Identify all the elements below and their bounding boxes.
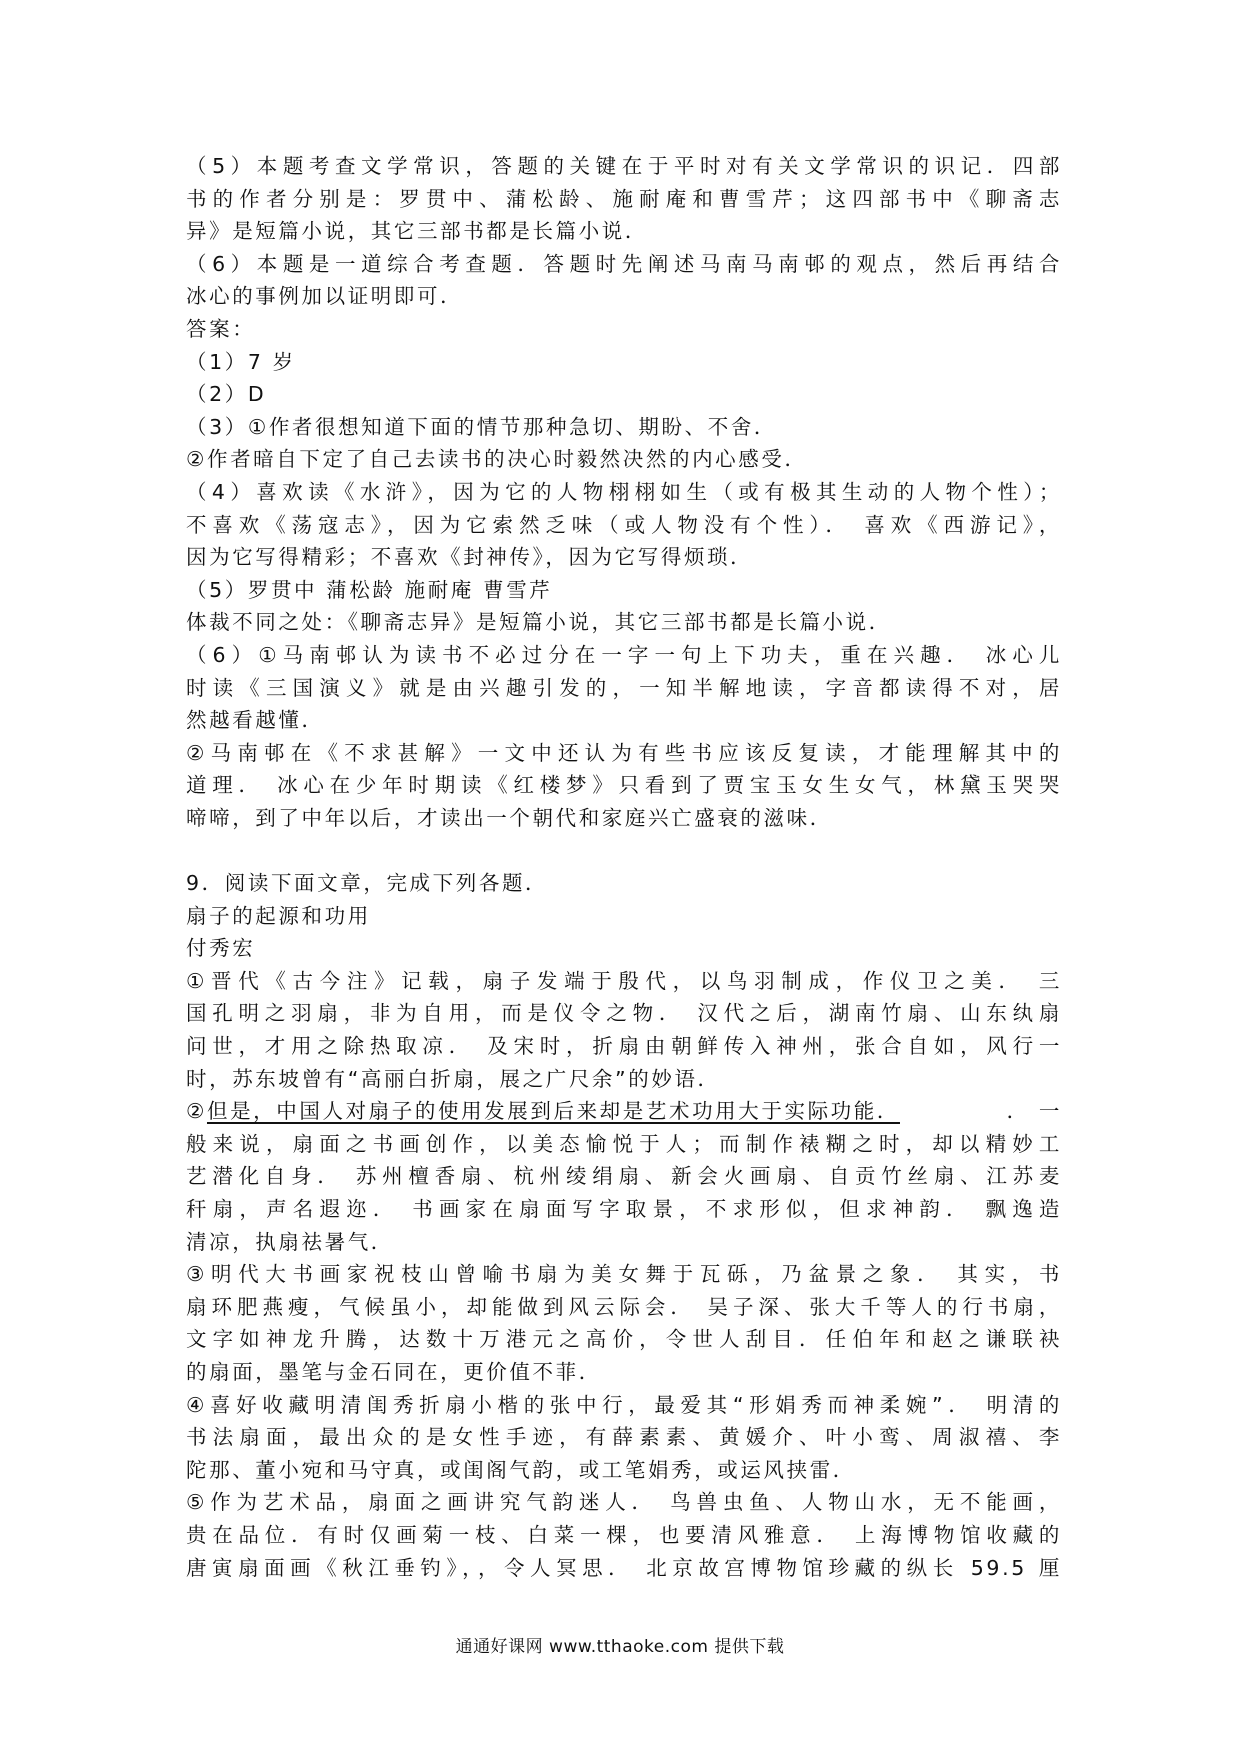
text-line: 清凉，执扇祛暑气． bbox=[186, 1229, 394, 1254]
text-line: 书法扇面，最出众的是女性手迹，有薛素素、黄媛介、叶小鸾、周淑禧、李 bbox=[186, 1425, 1062, 1450]
text-line: 因为它写得精彩；不喜欢《封神传》，因为它写得烦琐． bbox=[186, 545, 754, 570]
text-line: （6）本题是一道综合考查题．答题时先阐述马南马南邨的观点，然后再结合 bbox=[186, 251, 1062, 276]
text-line: 书的作者分别是：罗贯中、蒲松龄、施耐庵和曹雪芹；这四部书中《聊斋志 bbox=[186, 186, 1062, 211]
text-line: 异》是短篇小说，其它三部书都是长篇小说． bbox=[186, 219, 648, 244]
page-footer: 通通好课网 www.tthaoke.com 提供下载 bbox=[455, 1637, 785, 1657]
text-line: 时读《三国演义》就是由兴趣引发的，一知半解地读，字音都读得不对，居 bbox=[186, 675, 1062, 700]
text-line: 扇环肥燕瘦，气候虽小，却能做到风云际会． 吴子深、张大千等人的行书扇， bbox=[186, 1294, 1062, 1319]
text-line: 文字如神龙升腾，达数十万港元之高价，令世人刮目．任伯年和赵之谦联袂 bbox=[186, 1327, 1062, 1352]
text-line: 陀那、董小宛和马守真，或闺阁气韵，或工笔娟秀，或运风挟雷． bbox=[186, 1457, 856, 1482]
article-paragraph-3: ③明代大书画家祝枝山曾喻书扇为美女舞于瓦砾，乃盆景之象． 其实，书 bbox=[186, 1262, 1062, 1287]
paragraph-marker: ② bbox=[186, 1099, 207, 1124]
answer-6: （6）①马南邨认为读书不必过分在一字一句上下功夫，重在兴趣． 冰心儿 bbox=[186, 642, 1062, 667]
answer-3: （3）①作者很想知道下面的情节那种急切、期盼、不舍． bbox=[186, 414, 778, 439]
article-paragraph-2 bbox=[186, 1095, 1062, 1128]
text-line: 时，苏东坡曾有“高丽白折扇，展之广尺余”的妙语． bbox=[186, 1066, 721, 1091]
answer-heading: 答案： bbox=[186, 316, 256, 341]
underlined-sentence: 但是，中国人对扇子的使用发展到后来却是艺术功用大于实际功能． bbox=[206, 1099, 900, 1124]
text-line: 啼啼，到了中年以后，才读出一个朝代和家庭兴亡盛衰的滋味． bbox=[186, 805, 833, 830]
text-fragment: ． 一 bbox=[1006, 1099, 1062, 1124]
text-line: 的扇面，墨笔与金石同在，更价值不菲． bbox=[186, 1359, 602, 1384]
article-paragraph-4: ④喜好收藏明清闺秀折扇小楷的张中行，最爱其“形娟秀而神柔婉”． 明清的 bbox=[186, 1392, 1062, 1417]
text-line: 不喜欢《荡寇志》，因为它索然乏味（或人物没有个性）． 喜欢《西游记》， bbox=[186, 512, 1062, 537]
text-line: 道理． 冰心在少年时期读《红楼梦》只看到了贾宝玉女生女气，林黛玉哭哭 bbox=[186, 773, 1062, 798]
answer-5: （5）罗贯中 蒲松龄 施耐庵 曹雪芹 bbox=[186, 577, 553, 602]
text-line: 冰心的事例加以证明即可． bbox=[186, 284, 464, 309]
article-title: 扇子的起源和功用 bbox=[186, 903, 371, 928]
answer-4: （4）喜欢读《水浒》，因为它的人物栩栩如生（或有极其生动的人物个性）； bbox=[186, 479, 1062, 504]
text-line: 秆扇，声名遐迩． 书画家在扇面写字取景，不求形似，但求神韵． 飘逸造 bbox=[186, 1197, 1062, 1221]
text-line: （5）本题考查文学常识，答题的关键在于平时对有关文学常识的识记．四部 bbox=[186, 154, 1062, 178]
text-line: 唐寅扇面画《秋江垂钓》，，令人冥思． 北京故宫博物馆珍藏的纵长 59.5 厘 bbox=[186, 1555, 1062, 1580]
question-9-heading: 9．阅读下面文章，完成下列各题． bbox=[186, 871, 549, 896]
text-line: 然越看越懂． bbox=[186, 708, 325, 733]
article-paragraph-5: ⑤作为艺术品，扇面之画讲究气韵迷人． 鸟兽虫鱼、人物山水，无不能画， bbox=[186, 1490, 1062, 1515]
text-line: 艺潜化自身． 苏州檀香扇、杭州绫绢扇、新会火画扇、自贡竹丝扇、江苏麦 bbox=[186, 1164, 1062, 1189]
text-line: 般来说，扇面之书画创作，以美态愉悦于人；而制作裱糊之时，却以精妙工 bbox=[186, 1131, 1062, 1156]
text-line: 贵在品位．有时仅画菊一枝、白菜一棵，也要清风雅意． 上海博物馆收藏的 bbox=[186, 1522, 1062, 1547]
answer-2: （2）D bbox=[186, 382, 267, 407]
text-line: ②马南邨在《不求甚解》一文中还认为有些书应该反复读，才能理解其中的 bbox=[186, 740, 1062, 765]
paragraph-gap bbox=[186, 834, 1062, 867]
text-line: ②作者暗自下定了自己去读书的决心时毅然决然的内心感受． bbox=[186, 447, 808, 472]
answer-1: （1）7 岁 bbox=[186, 349, 296, 374]
text-line: 国孔明之羽扇，非为自用，而是仪令之物． 汉代之后，湖南竹扇、山东纨扇 bbox=[186, 1001, 1062, 1026]
text-line: 问世，才用之除热取凉． 及宋时，折扇由朝鲜传入神州，张合自如，风行一 bbox=[186, 1034, 1062, 1059]
article-paragraph-1: ①晋代《古今注》记载，扇子发端于殷代，以鸟羽制成，作仪卫之美． 三 bbox=[186, 968, 1062, 993]
document-body bbox=[186, 150, 1062, 1584]
text-line: 体裁不同之处：《聊斋志异》是短篇小说，其它三部书都是长篇小说． bbox=[186, 610, 892, 635]
article-author: 付秀宏 bbox=[186, 936, 256, 961]
